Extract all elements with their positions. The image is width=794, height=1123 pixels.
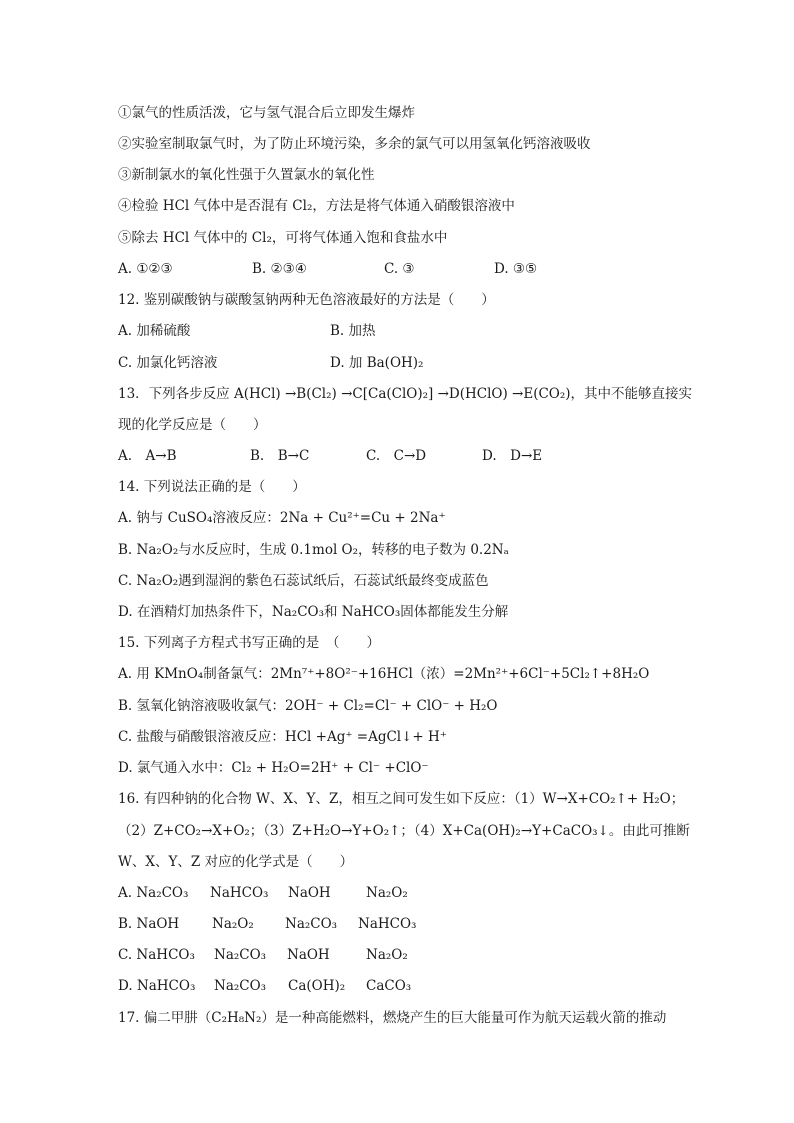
q16-option-a-y: NaOH xyxy=(288,885,331,901)
q16-stem-line1: 16. 有四种钠的化合物 W、X、Y、Z，相互之间可发生如下反应：（1）W→X+CO₂↑+ H₂O； xyxy=(118,791,685,807)
q16-option-b-z: NaHCO₃ xyxy=(358,916,417,932)
q11-option-d: D. ③⑤ xyxy=(494,261,538,277)
q11-option-b: B. ②③④ xyxy=(252,261,307,277)
q16-option-c-w: C. NaHCO₃ xyxy=(118,947,195,963)
q12-option-a: A. 加稀硫酸 xyxy=(118,323,191,339)
q15-option-d: D. 氯气通入水中：Cl₂ + H₂O=2H⁺ + Cl⁻ +ClO⁻ xyxy=(118,760,429,776)
statement-3: ③新制氯水的氧化性强于久置氯水的氧化性 xyxy=(118,167,375,183)
statement-4: ④检验 HCl 气体中是否混有 Cl₂，方法是将气体通入硝酸银溶液中 xyxy=(118,198,515,214)
q16-option-d-z: CaCO₃ xyxy=(366,978,412,994)
q16-option-a-w: A. Na₂CO₃ xyxy=(118,885,189,901)
q16-option-a-x: NaHCO₃ xyxy=(210,885,269,901)
q15-option-c: C. 盐酸与硝酸银溶液反应：HCl +Ag⁺ =AgCl↓+ H⁺ xyxy=(118,729,447,745)
q15-stem: 15. 下列离子方程式书写正确的是 （ ） xyxy=(118,635,381,651)
q13-stem-line1: 13．下列各步反应 A(HCl) →B(Cl₂) →C[Ca(ClO)₂] →D(HClO) →E(CO₂)，其中不能够直接实 xyxy=(118,386,693,402)
statement-2: ②实验室制取氯气时，为了防止环境污染，多余的氯气可以用氢氧化钙溶液吸收 xyxy=(118,136,591,152)
q16-option-d-y: Ca(OH)₂ xyxy=(288,978,346,994)
q16-option-c-y: NaOH xyxy=(287,947,330,963)
q11-option-c: C. ③ xyxy=(384,261,415,277)
q13-option-c: C. C→D xyxy=(366,448,427,464)
q16-option-d-w: D. NaHCO₃ xyxy=(118,978,196,994)
q13-option-b: B. B→C xyxy=(250,448,310,464)
q16-option-b-w: B. NaOH xyxy=(118,916,180,932)
q16-option-c-x: Na₂CO₃ xyxy=(214,947,267,963)
q12-stem: 12. 鉴别碳酸钠与碳酸氢钠两种无色溶液最好的方法是（ ） xyxy=(118,292,495,308)
q12-option-d: D. 加 Ba(OH)₂ xyxy=(330,355,424,371)
q16-option-d-x: Na₂CO₃ xyxy=(214,978,267,994)
q14-option-d: D. 在酒精灯加热条件下，Na₂CO₃和 NaHCO₃固体都能发生分解 xyxy=(118,604,509,620)
q12-option-b: B. 加热 xyxy=(330,323,376,339)
q17-stem-line1: 17. 偏二甲肼（C₂H₈N₂）是一种高能燃料，燃烧产生的巨大能量可作为航天运载火箭的推动 xyxy=(118,1010,667,1026)
q13-option-d: D. D→E xyxy=(482,448,543,464)
q14-option-a: A. 钠与 CuSO₄溶液反应：2Na + Cu²⁺=Cu + 2Na⁺ xyxy=(118,510,446,526)
q16-option-c-z: Na₂O₂ xyxy=(366,947,408,963)
q13-option-a: A. A→B xyxy=(118,448,177,464)
q16-option-b-y: Na₂CO₃ xyxy=(285,916,338,932)
q16-stem-line3: W、X、Y、Z 对应的化学式是（ ） xyxy=(118,854,354,870)
q14-option-c: C. Na₂O₂遇到湿润的紫色石蕊试纸后，石蕊试纸最终变成蓝色 xyxy=(118,573,489,589)
q16-option-b-x: Na₂O₂ xyxy=(212,916,254,932)
q12-option-c: C. 加氯化钙溶液 xyxy=(118,355,218,371)
statement-1: ①氯气的性质活泼，它与氢气混合后立即发生爆炸 xyxy=(118,105,415,121)
statement-5: ⑤除去 HCl 气体中的 Cl₂，可将气体通入饱和食盐水中 xyxy=(118,230,448,246)
q11-option-a: A. ①②③ xyxy=(118,261,173,277)
q13-stem-line2: 现的化学反应是（ ） xyxy=(118,417,267,433)
q14-option-b: B. Na₂O₂与水反应时，生成 0.1mol O₂，转移的电子数为 0.2Nₐ xyxy=(118,542,509,558)
q15-option-b: B. 氢氧化钠溶液吸收氯气：2OH⁻ + Cl₂=Cl⁻ + ClO⁻ + H₂O xyxy=(118,698,498,714)
q15-option-a: A. 用 KMnO₄制备氯气：2Mn⁷⁺+8O²⁻+16HCl（浓）=2Mn²⁺+6Cl⁻+5Cl₂↑+8H₂O xyxy=(118,666,650,682)
q16-stem-line2: （2）Z+CO₂→X+O₂；（3）Z+H₂O→Y+O₂↑；（4）X+Ca(OH)₂→Y+CaCO₃↓。由此可推断 xyxy=(118,823,690,839)
q16-option-a-z: Na₂O₂ xyxy=(366,885,408,901)
q14-stem: 14. 下列说法正确的是（ ） xyxy=(118,479,306,495)
